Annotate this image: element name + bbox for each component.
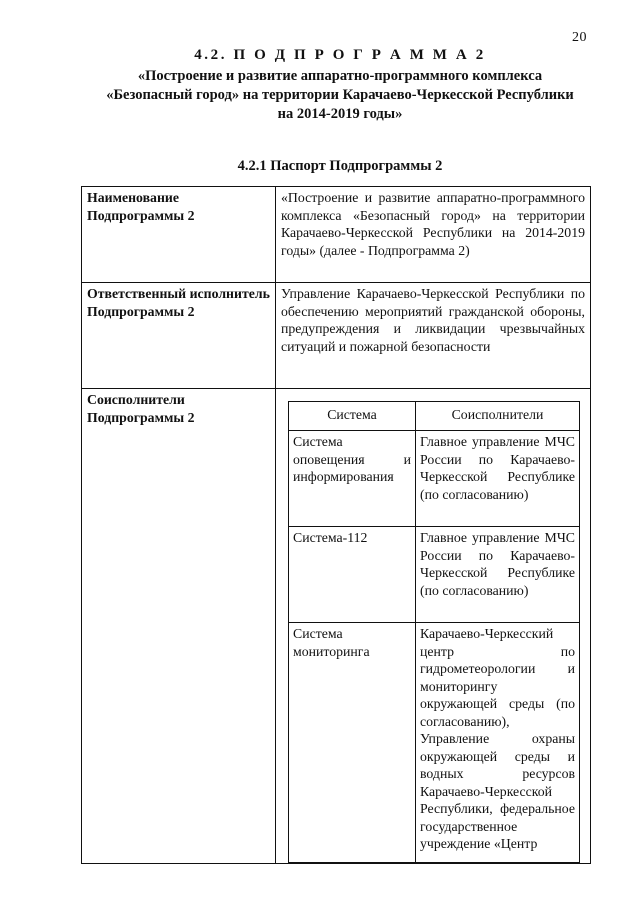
coexecutors-table	[288, 401, 580, 863]
system-cell: Система оповещения и информирования	[289, 431, 416, 527]
subprogram-title-line-2: «Безопасный город» на территории Карачаево-Черкесской Республики	[106, 87, 574, 103]
system-cell: Система-112	[289, 527, 416, 623]
passport-value-coexecutors	[276, 389, 591, 864]
section-title: 4.2. П О Д П Р О Г Р А М М А 2	[194, 47, 486, 63]
coexecutor-cell: Карачаево-Черкесский центр по гидрометеорологии и мониторингу окружающей среды (по согласованию), Управление охраны окружающей среды и водных ресурсов Карачаево-Черкесской Республики, федеральное государственное учреждение «Центр	[416, 623, 580, 863]
table-row	[289, 527, 580, 623]
passport-row-name	[82, 187, 591, 283]
system-cell: Система мониторинга	[289, 623, 416, 863]
subprogram-title-line-3: на 2014-2019 годы»	[277, 106, 403, 122]
passport-row-responsible	[82, 283, 591, 389]
passport-title: 4.2.1 Паспорт Подпрограммы 2	[237, 158, 443, 174]
coexecutor-cell: Главное управление МЧС России по Карачаево-Черкесской Республике (по согласованию)	[416, 431, 580, 527]
table-row	[289, 431, 580, 527]
subprogram-title-line-1: «Построение и развитие аппаратно-программного комплекса	[137, 68, 543, 84]
passport-label-coexecutors: Соисполнители Подпрограммы 2	[82, 389, 276, 864]
coexecutors-header-coexecutors: Соисполнители	[416, 402, 580, 431]
subprogram-heading	[90, 46, 590, 124]
page-number: 20	[572, 30, 587, 45]
table-row	[289, 623, 580, 863]
passport-label-name: Наименование Подпрограммы 2	[82, 187, 276, 283]
coexecutors-header-row	[289, 402, 580, 431]
passport-value-responsible: Управление Карачаево-Черкесской Республики по обеспечению мероприятий гражданской обороны, предупреждения и ликвидации чрезвычайных ситуаций и пожарной безопасности	[276, 283, 591, 389]
coexecutors-header-system: Система	[289, 402, 416, 431]
passport-table	[81, 186, 591, 864]
coexecutor-cell: Главное управление МЧС России по Карачаево-Черкесской Республике (по согласованию)	[416, 527, 580, 623]
passport-row-coexecutors	[82, 389, 591, 864]
passport-value-name: «Построение и развитие аппаратно-программного комплекса «Безопасный город» на территории Карачаево-Черкесской Республики на 2014-2019 годы» (далее - Подпрограмма 2)	[276, 187, 591, 283]
passport-label-responsible: Ответственный исполнитель Подпрограммы 2	[82, 283, 276, 389]
